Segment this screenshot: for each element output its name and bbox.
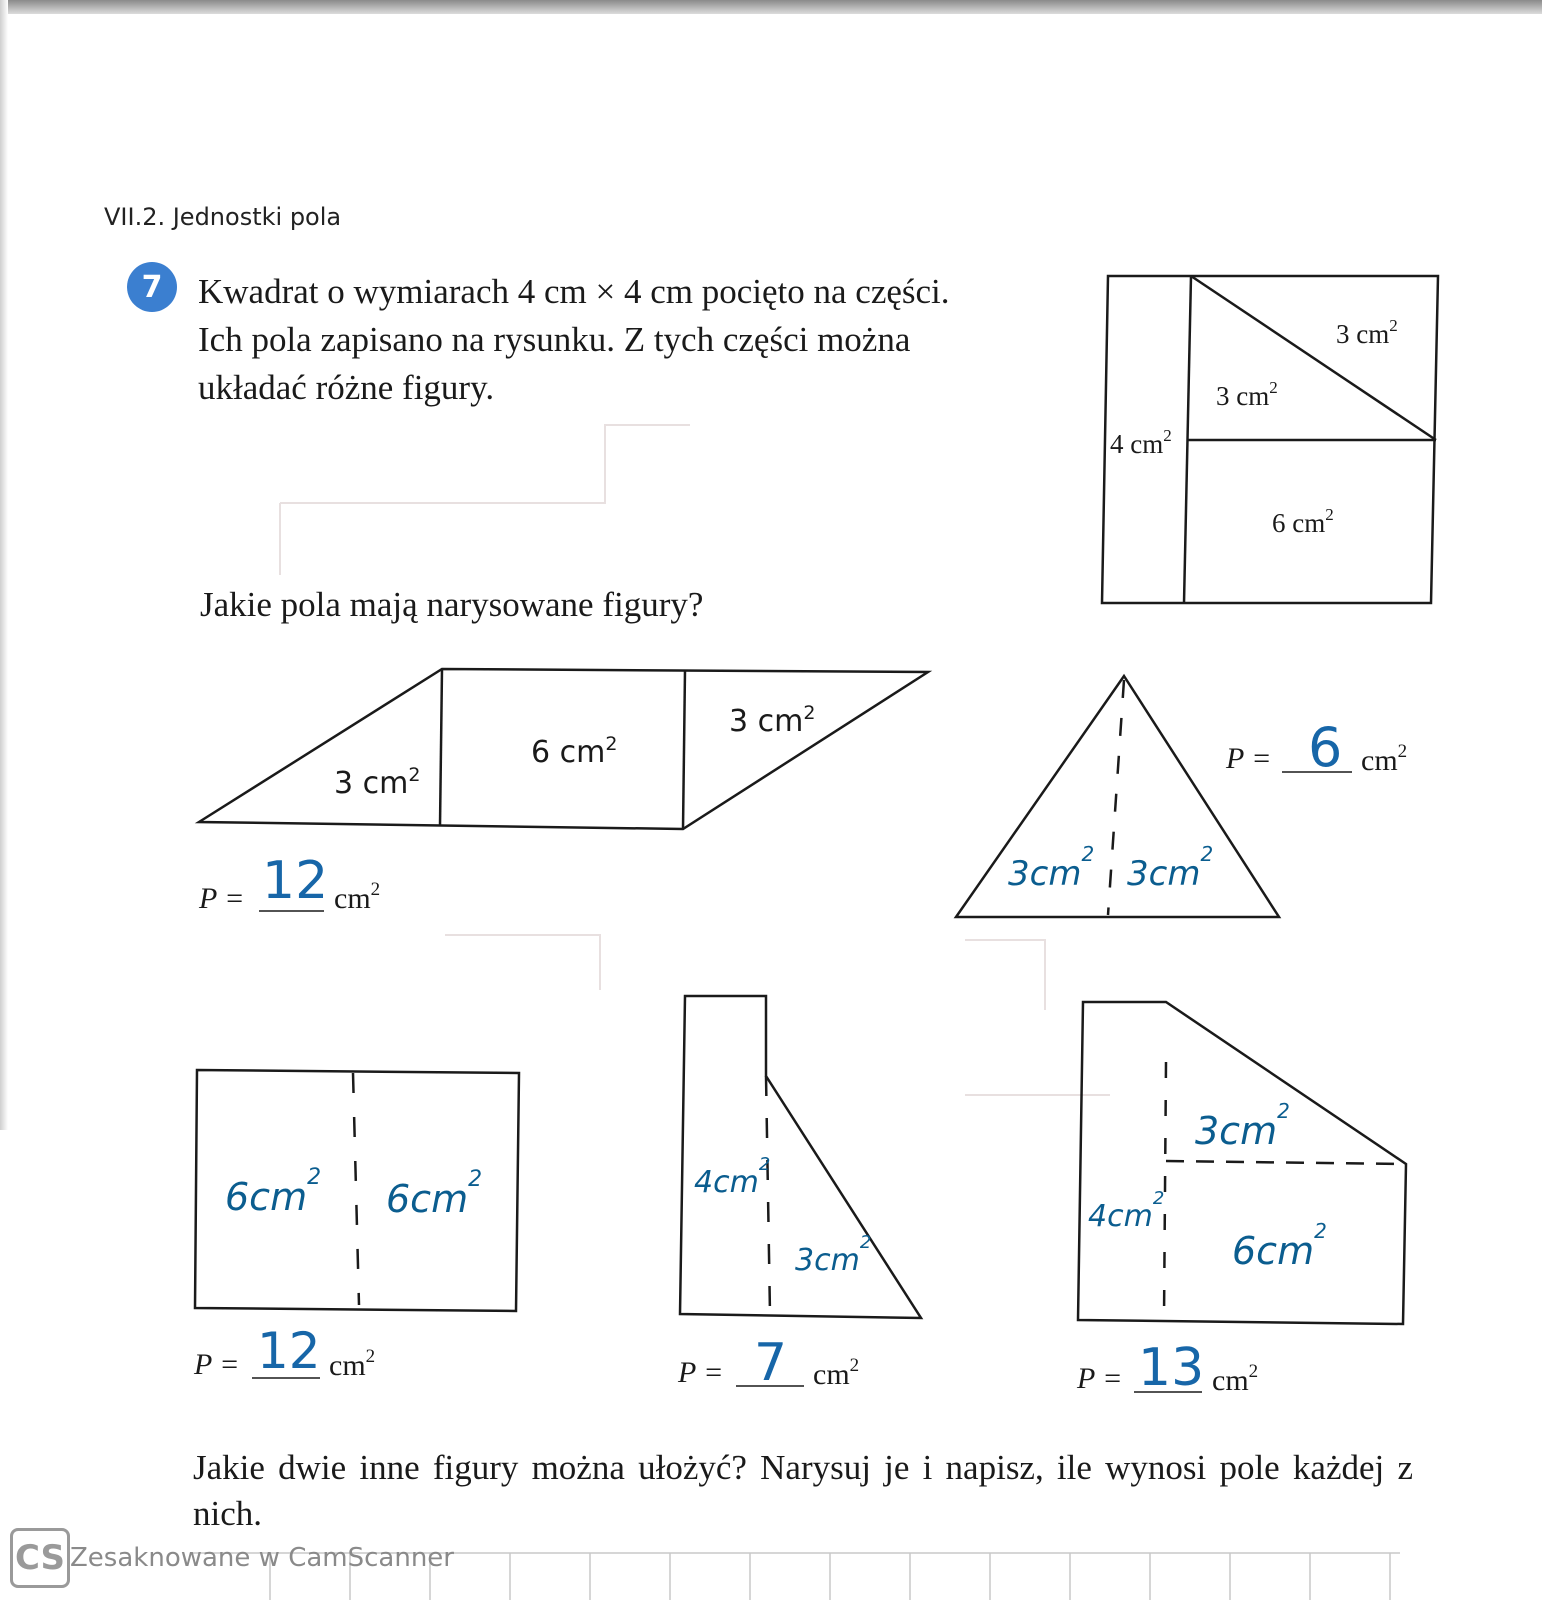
parallelogram-answer-label: P = [199,882,245,915]
parallelogram-label-middle: 6 $cm^2$ [531,733,618,770]
tower-answer: 7 [754,1333,788,1393]
camscanner-logo: CS [10,1528,70,1588]
tower-answer-label: P = [678,1356,724,1389]
section-title: VII.2. Jednostki pola [104,203,342,231]
tower-figure [677,996,921,1393]
pentagon-answer: 13 [1138,1338,1205,1398]
triangle-height-dashed [1108,680,1124,915]
rectangle-answer: 12 [257,1322,321,1380]
intro-line: Kwadrat o wymiarach 4 cm × 4 cm pocięto na części. [198,272,950,311]
pentagon-hand-triangle: $3cm^2$ [1195,1099,1290,1153]
tower-hand-right: $3cm^2$ [795,1232,872,1278]
rectangle-answer-label: P = [194,1348,240,1381]
tower-unit: $cm^2$ [813,1355,860,1391]
camscanner-text: Zesaknowane w CamScanner [70,1543,454,1573]
task-number-badge: 7 [127,262,177,312]
intro-line: układać różne figury. [198,368,495,407]
parallelogram-unit: $cm^2$ [334,879,381,915]
background-grid [280,425,1110,1095]
intro-line: Ich pola zapisano na rysunku. Z tych części można [198,320,911,359]
pentagon-hand-strip: $4cm^2$ [1088,1188,1165,1234]
parallelogram-figure [198,669,928,915]
rectangle-unit: $cm^2$ [329,1346,376,1382]
question-1: Jakie pola mają narysowane figury? [200,585,704,624]
triangle-figure [956,676,1407,917]
parallelogram-answer: 12 [262,851,329,911]
rectangle-hand-left: $6cm^2$ [225,1165,322,1219]
rectangle-figure [193,1070,519,1382]
triangle-hand-left: $3cm^2$ [1008,842,1095,894]
pentagon-horizontal-dashed [1166,1161,1403,1164]
triangle-answer-label: P = [1226,742,1272,775]
triangle-outline [956,676,1279,917]
square-label-triangle-left: 3 $cm^2$ [1216,378,1278,411]
parallelogram-label-right: 3 $cm^2$ [729,702,816,739]
square-label-strip: 4 $cm^2$ [1110,426,1172,459]
parallelogram-divider-left [440,669,442,826]
pentagon-figure [1076,1002,1406,1398]
square-label-triangle-right: 3 $cm^2$ [1336,316,1398,349]
triangle-unit: $cm^2$ [1361,741,1408,777]
parallelogram-label-left: 3 $cm^2$ [334,764,421,801]
pentagon-vertical-dashed [1164,1062,1166,1318]
triangle-answer: 6 [1308,716,1343,779]
square-label-rectangle: 6 $cm^2$ [1272,505,1334,538]
question-2: Jakie dwie inne figury można ułożyć? Narysuj je i napisz, ile wynosi pole każdej z nich. [193,1448,1413,1533]
rectangle-hand-right: $6cm^2$ [386,1167,483,1221]
square-diagram [1102,276,1438,603]
pentagon-answer-label: P = [1077,1362,1123,1395]
tower-hand-left: $4cm^2$ [694,1154,771,1200]
tower-divider-dashed [766,1076,770,1314]
camscanner-watermark [10,1528,454,1588]
pentagon-unit: $cm^2$ [1212,1361,1259,1397]
square-diagonal [1191,276,1436,440]
rectangle-divider-dashed [353,1073,359,1305]
triangle-hand-right: $3cm^2$ [1127,842,1214,894]
pentagon-hand-rectangle: $6cm^2$ [1232,1219,1327,1273]
parallelogram-divider-right [683,670,685,829]
